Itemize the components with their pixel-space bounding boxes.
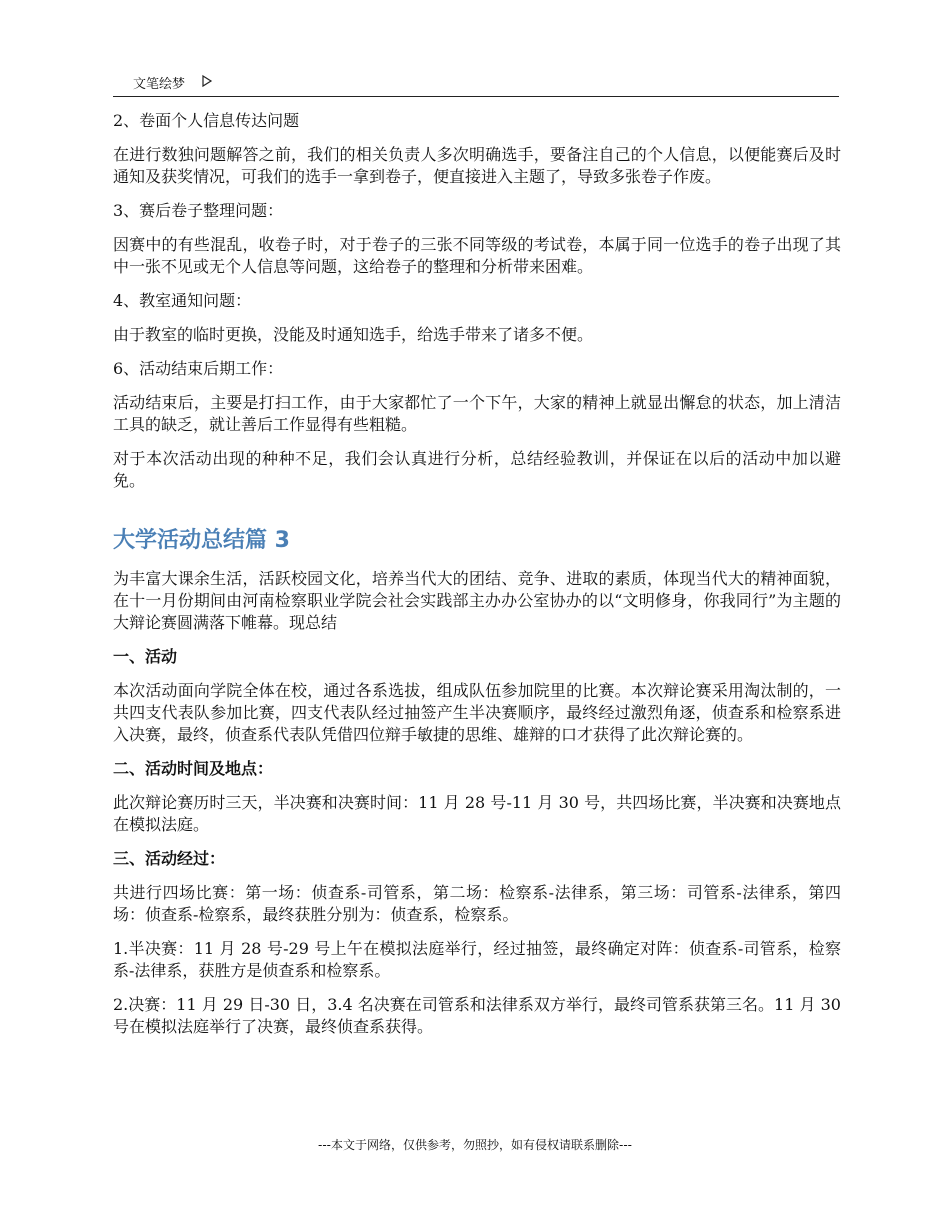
triangle-right-icon [201,74,213,88]
document-body [113,110,841,1050]
section-intro: 为丰富大课余生活，活跃校园文化，培养当代大的团结、竞争、进取的素质，体现当代大的精神面貌，在十一月份期间由河南检察职业学院会社会实践部主办办公室协办的以“文明修身，你我同行”为主题的大辩论赛圆满落下帷幕。现总结 [113,569,841,632]
paragraph: 1.半决赛：11 月 28 号-29 号上午在模拟法庭举行，经过抽签，最终确定对阵：侦查系-司管系，检察系-法律系，获胜方是侦查系和检察系。 [113,939,841,980]
paragraph: 本次活动面向学院全体在校，通过各系选拔，组成队伍参加院里的比赛。本次辩论赛采用淘汰制的，一共四支代表队参加比赛，四支代表队经过抽签产生半决赛顺序，最终经过激烈角逐，侦查系和检察系进入决赛，最终，侦查系代表队凭借四位辩手敏捷的思维、雄辩的口才获得了此次辩论赛的。 [113,681,841,744]
paragraph: 因赛中的有些混乱，收卷子时，对于卷子的三张不同等级的考试卷，本属于同一位选手的卷子出现了其中一张不见或无个人信息等问题，这给卷子的整理和分析带来困难。 [113,235,841,276]
paragraph: 在进行数独问题解答之前，我们的相关负责人多次明确选手，要备注自己的个人信息，以便能赛后及时通知及获奖情况，可我们的选手一拿到卷子，便直接进入主题了，导致多张卷子作废。 [113,145,841,186]
header-brand: 文笔绘梦 [133,77,186,92]
subheading-time-location: 二、活动时间及地点： [113,759,274,778]
paragraph: 3、赛后卷子整理问题： [113,201,284,220]
paragraph: 由于教室的临时更换，没能及时通知选手，给选手带来了诸多不便。 [113,325,594,344]
page-header [113,72,839,97]
section-title: 大学活动总结篇 3 [113,528,290,553]
page-footer: ---本文于网络，仅供参考，勿照抄，如有侵权请联系删除--- [318,1138,632,1152]
paragraph: 此次辩论赛历时三天，半决赛和决赛时间：11 月 28 号-11 月 30 号，共四场比赛，半决赛和决赛地点在模拟法庭。 [113,793,841,834]
paragraph: 2、卷面个人信息传达问题 [113,111,300,130]
paragraph: 6、活动结束后期工作： [113,359,284,378]
subheading-activity: 一、活动 [113,647,178,666]
paragraph: 活动结束后，主要是打扫工作，由于大家都忙了一个下午，大家的精神上就显出懈怠的状态，加上清洁工具的缺乏，就让善后工作显得有些粗糙。 [113,393,841,434]
paragraph: 2.决赛：11 月 29 日-30 日，3.4 名决赛在司管系和法律系双方举行，最终司管系获第三名。11 月 30 号在模拟法庭举行了决赛，最终侦查系获得。 [113,995,841,1036]
paragraph: 对于本次活动出现的种种不足，我们会认真进行分析，总结经验教训，并保证在以后的活动中加以避免。 [113,449,841,490]
paragraph: 共进行四场比赛：第一场：侦查系-司管系，第二场：检察系-法律系，第三场：司管系-法律系，第四场：侦查系-检察系，最终获胜分别为：侦查系，检察系。 [113,883,841,924]
subheading-process: 三、活动经过： [113,849,226,868]
paragraph: 4、教室通知问题： [113,291,252,310]
